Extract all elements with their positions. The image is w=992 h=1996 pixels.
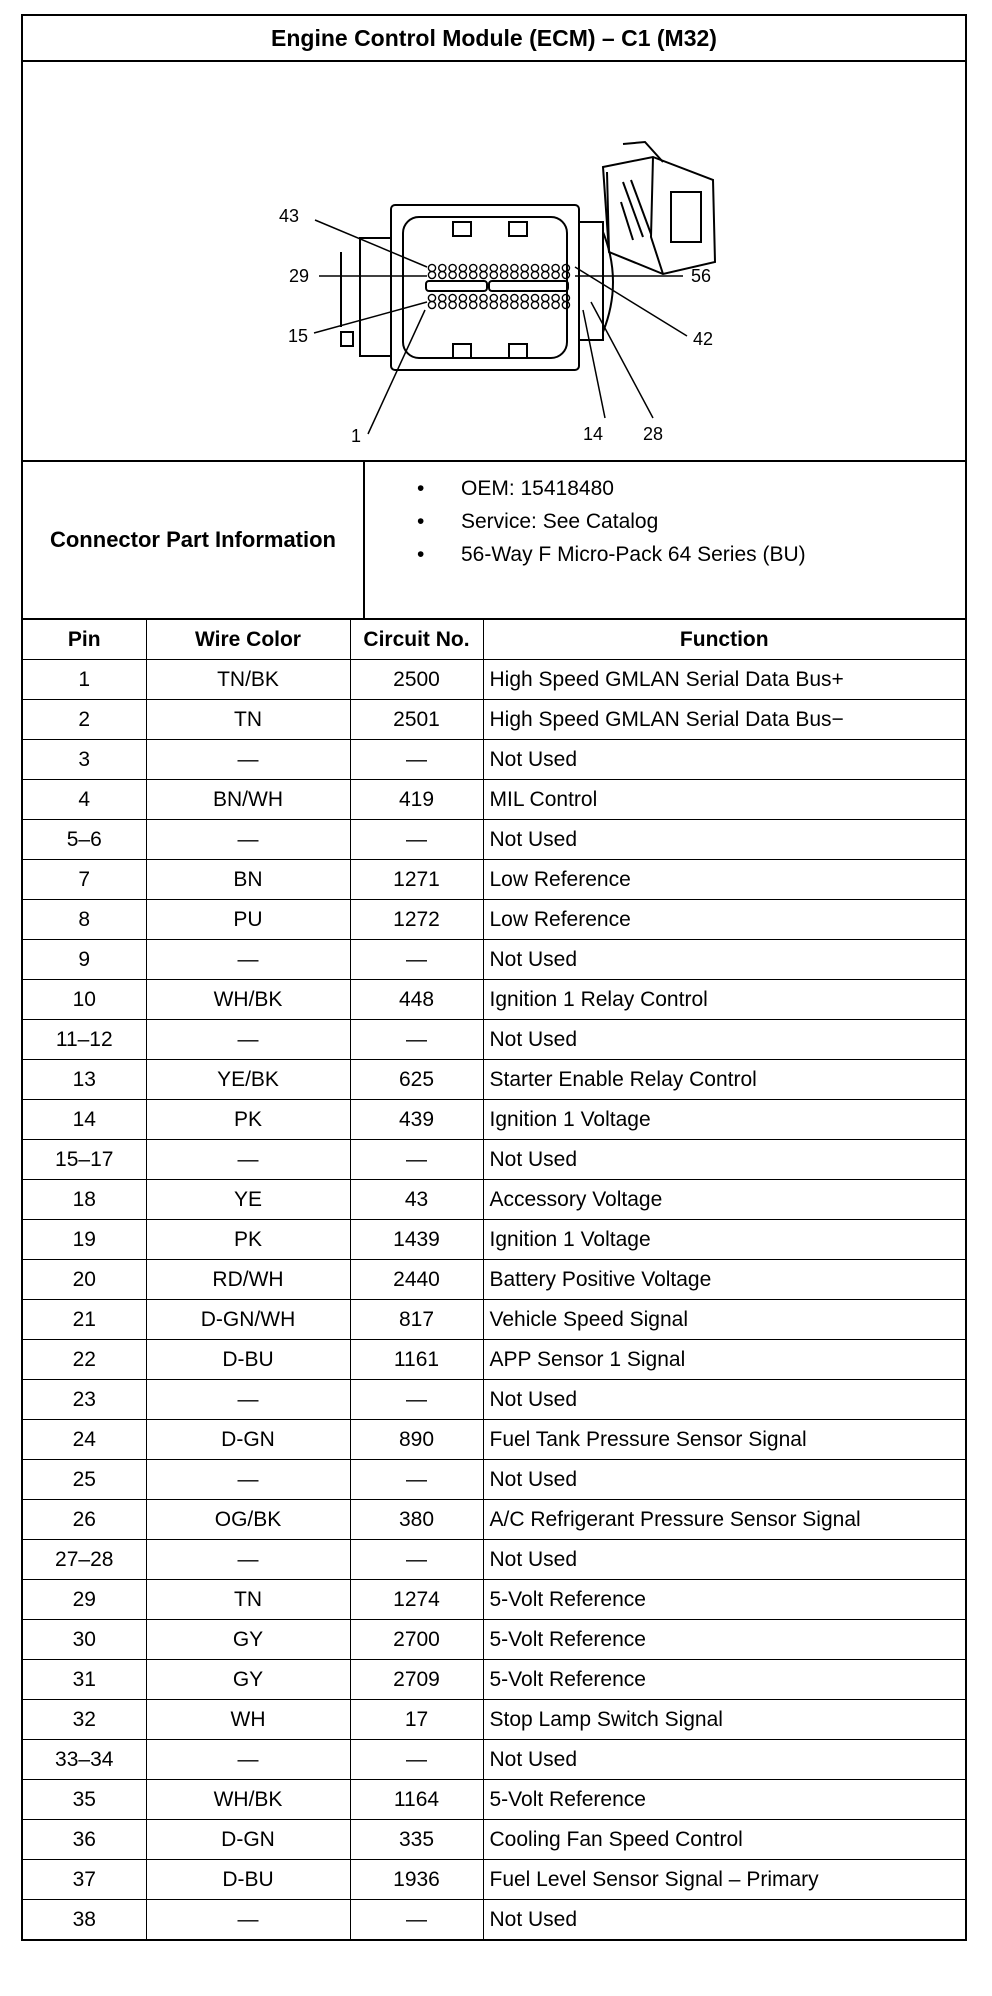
part-info-label: Connector Part Information xyxy=(23,462,365,618)
wire-color-cell: GY xyxy=(146,1660,350,1700)
bottom-lock-left xyxy=(453,344,471,358)
pin-cavity-grid xyxy=(428,264,569,308)
function-cell: Not Used xyxy=(483,1140,965,1180)
circuit-cell: — xyxy=(350,820,483,860)
function-cell: 5-Volt Reference xyxy=(483,1580,965,1620)
connector-housing xyxy=(391,205,579,370)
table-row xyxy=(23,1020,965,1060)
circuit-cell: — xyxy=(350,1380,483,1420)
header-pin: Pin xyxy=(23,620,146,660)
circuit-cell: 1164 xyxy=(350,1780,483,1820)
pin-cell: 33–34 xyxy=(23,1740,146,1780)
pinout-table xyxy=(23,620,965,1939)
wire-color-cell: — xyxy=(146,1740,350,1780)
table-row xyxy=(23,1460,965,1500)
pin-cell: 15–17 xyxy=(23,1140,146,1180)
wire-color-cell: WH xyxy=(146,1700,350,1740)
pin-cell: 35 xyxy=(23,1780,146,1820)
table-row xyxy=(23,1620,965,1660)
function-cell: Vehicle Speed Signal xyxy=(483,1300,965,1340)
pin-cavity xyxy=(459,264,466,271)
function-cell: Battery Positive Voltage xyxy=(483,1260,965,1300)
table-row xyxy=(23,1380,965,1420)
pin-cavity xyxy=(511,264,518,271)
pin-cavity xyxy=(562,301,569,308)
pin-callout-14: 14 xyxy=(582,424,604,444)
pin-cavity xyxy=(521,301,528,308)
pin-cavity xyxy=(439,294,446,301)
pin-cell: 8 xyxy=(23,900,146,940)
circuit-cell: 1272 xyxy=(350,900,483,940)
function-cell: High Speed GMLAN Serial Data Bus+ xyxy=(483,660,965,700)
pin-cavity xyxy=(562,294,569,301)
function-cell: A/C Refrigerant Pressure Sensor Signal xyxy=(483,1500,965,1540)
pin-cavity xyxy=(428,294,435,301)
pin-cavity xyxy=(552,264,559,271)
pin-callout-1: 1 xyxy=(350,426,362,446)
connector-part-information xyxy=(23,462,965,620)
function-cell: Low Reference xyxy=(483,860,965,900)
pin-cell: 4 xyxy=(23,780,146,820)
pin-cavity xyxy=(552,294,559,301)
circuit-cell: — xyxy=(350,1020,483,1060)
page-title: Engine Control Module (ECM) – C1 (M32) xyxy=(23,16,965,62)
table-row xyxy=(23,780,965,820)
function-cell: Ignition 1 Voltage xyxy=(483,1100,965,1140)
wire-color-cell: — xyxy=(146,820,350,860)
header-wire-color: Wire Color xyxy=(146,620,350,660)
circuit-cell: 17 xyxy=(350,1700,483,1740)
pin-cell: 20 xyxy=(23,1260,146,1300)
callout-leaders xyxy=(314,220,687,434)
function-cell: 5-Volt Reference xyxy=(483,1780,965,1820)
circuit-cell: 817 xyxy=(350,1300,483,1340)
pin-cavity xyxy=(531,271,538,278)
wire-color-cell: D-BU xyxy=(146,1340,350,1380)
bottom-lock-right xyxy=(509,344,527,358)
table-row xyxy=(23,1300,965,1340)
circuit-cell: — xyxy=(350,1140,483,1180)
circuit-cell: 1161 xyxy=(350,1340,483,1380)
pin-cavity xyxy=(480,294,487,301)
pin-cavity xyxy=(501,294,508,301)
table-row xyxy=(23,1860,965,1900)
wire-color-cell: — xyxy=(146,1380,350,1420)
function-cell: Stop Lamp Switch Signal xyxy=(483,1700,965,1740)
wire-color-cell: TN/BK xyxy=(146,660,350,700)
pin-cell: 26 xyxy=(23,1500,146,1540)
pin-cavity xyxy=(501,301,508,308)
top-lock-right xyxy=(509,222,527,236)
table-row xyxy=(23,1420,965,1460)
pin-cavity xyxy=(511,271,518,278)
wire-color-cell: — xyxy=(146,1140,350,1180)
table-row xyxy=(23,1540,965,1580)
table-row xyxy=(23,1340,965,1380)
pin-cavity xyxy=(428,301,435,308)
pin-cavity xyxy=(428,264,435,271)
connector-illustration xyxy=(23,62,965,460)
pin-cavity xyxy=(531,301,538,308)
pin-cell: 13 xyxy=(23,1060,146,1100)
table-row xyxy=(23,1100,965,1140)
pin-callout-29: 29 xyxy=(288,266,310,286)
pin-cavity xyxy=(501,264,508,271)
center-key-left xyxy=(426,281,487,291)
housing-mount-square xyxy=(341,332,353,346)
wire-color-cell: — xyxy=(146,1540,350,1580)
wire-color-cell: WH/BK xyxy=(146,1780,350,1820)
table-row xyxy=(23,1140,965,1180)
pin-cell: 2 xyxy=(23,700,146,740)
pin-cavity xyxy=(531,264,538,271)
pin-cavity xyxy=(470,264,477,271)
circuit-cell: 890 xyxy=(350,1420,483,1460)
table-row xyxy=(23,1180,965,1220)
circuit-cell: 335 xyxy=(350,1820,483,1860)
circuit-cell: 1271 xyxy=(350,860,483,900)
connector-diagram xyxy=(23,62,965,462)
pin-cavity xyxy=(449,264,456,271)
circuit-cell: 439 xyxy=(350,1100,483,1140)
table-row xyxy=(23,1700,965,1740)
wire-color-cell: YE/BK xyxy=(146,1060,350,1100)
part-info-list xyxy=(365,462,806,618)
pin-cell: 30 xyxy=(23,1620,146,1660)
wire-color-cell: D-GN xyxy=(146,1420,350,1460)
pin-cavity xyxy=(470,301,477,308)
pin-cavity xyxy=(449,294,456,301)
circuit-cell: — xyxy=(350,1460,483,1500)
pin-cavity xyxy=(511,301,518,308)
wire-color-cell: PU xyxy=(146,900,350,940)
table-row xyxy=(23,980,965,1020)
function-cell: Not Used xyxy=(483,1380,965,1420)
table-row xyxy=(23,700,965,740)
pin-callout-28: 28 xyxy=(642,424,664,444)
part-info-service: • Service: See Catalog xyxy=(461,505,806,538)
pin-cell: 3 xyxy=(23,740,146,780)
table-row xyxy=(23,1780,965,1820)
pin-cavity xyxy=(552,301,559,308)
pin-cell: 27–28 xyxy=(23,1540,146,1580)
housing-right-tab xyxy=(579,222,603,340)
wire-color-cell: D-BU xyxy=(146,1860,350,1900)
wire-color-cell: WH/BK xyxy=(146,980,350,1020)
function-cell: High Speed GMLAN Serial Data Bus− xyxy=(483,700,965,740)
wire-color-cell: YE xyxy=(146,1180,350,1220)
wire-color-cell: — xyxy=(146,740,350,780)
pin-cell: 23 xyxy=(23,1380,146,1420)
circuit-cell: 2500 xyxy=(350,660,483,700)
pin-cell: 31 xyxy=(23,1660,146,1700)
pin-cavity xyxy=(480,271,487,278)
circuit-cell: 419 xyxy=(350,780,483,820)
function-cell: Fuel Level Sensor Signal – Primary xyxy=(483,1860,965,1900)
circuit-cell: — xyxy=(350,740,483,780)
function-cell: Not Used xyxy=(483,820,965,860)
pin-cavity xyxy=(490,264,497,271)
circuit-cell: — xyxy=(350,1900,483,1940)
function-cell: Ignition 1 Voltage xyxy=(483,1220,965,1260)
table-row xyxy=(23,1260,965,1300)
pin-cavity xyxy=(511,294,518,301)
function-cell: Starter Enable Relay Control xyxy=(483,1060,965,1100)
pin-cavity xyxy=(552,271,559,278)
wire-color-cell: OG/BK xyxy=(146,1500,350,1540)
table-header-row xyxy=(23,620,965,660)
pin-cell: 36 xyxy=(23,1820,146,1860)
pin-callout-15: 15 xyxy=(287,326,309,346)
pin-cavity xyxy=(490,294,497,301)
pin-cavity xyxy=(490,271,497,278)
pin-cavity xyxy=(449,301,456,308)
circuit-cell: 2700 xyxy=(350,1620,483,1660)
header-function: Function xyxy=(483,620,965,660)
function-cell: Not Used xyxy=(483,740,965,780)
pin-cavity xyxy=(542,301,549,308)
pin-cavity xyxy=(439,301,446,308)
function-cell: APP Sensor 1 Signal xyxy=(483,1340,965,1380)
pin-cell: 7 xyxy=(23,860,146,900)
pin-cell: 25 xyxy=(23,1460,146,1500)
circuit-cell: 2440 xyxy=(350,1260,483,1300)
part-info-description: • 56-Way F Micro-Pack 64 Series (BU) xyxy=(461,538,806,571)
circuit-cell: 625 xyxy=(350,1060,483,1100)
table-row xyxy=(23,660,965,700)
table-row xyxy=(23,740,965,780)
pin-cell: 37 xyxy=(23,1860,146,1900)
table-row xyxy=(23,1580,965,1620)
circuit-cell: — xyxy=(350,1740,483,1780)
pin-cell: 21 xyxy=(23,1300,146,1340)
pin-cavity xyxy=(501,271,508,278)
pin-cavity xyxy=(562,264,569,271)
pin-cell: 24 xyxy=(23,1420,146,1460)
table-row xyxy=(23,1060,965,1100)
wire-color-cell: — xyxy=(146,1020,350,1060)
function-cell: MIL Control xyxy=(483,780,965,820)
wire-color-cell: TN xyxy=(146,700,350,740)
table-row xyxy=(23,1820,965,1860)
circuit-cell: 1936 xyxy=(350,1860,483,1900)
function-cell: Low Reference xyxy=(483,900,965,940)
pin-cavity xyxy=(542,271,549,278)
table-row xyxy=(23,1740,965,1780)
circuit-cell: 1274 xyxy=(350,1580,483,1620)
pin-cell: 29 xyxy=(23,1580,146,1620)
wire-color-cell: D-GN/WH xyxy=(146,1300,350,1340)
wire-color-cell: BN xyxy=(146,860,350,900)
pin-cavity xyxy=(439,271,446,278)
table-row xyxy=(23,1500,965,1540)
wire-color-cell: PK xyxy=(146,1220,350,1260)
top-lock-left xyxy=(453,222,471,236)
function-cell: Not Used xyxy=(483,1540,965,1580)
pin-cavity xyxy=(542,294,549,301)
wire-color-cell: — xyxy=(146,1900,350,1940)
pin-cavity xyxy=(480,264,487,271)
pin-cavity xyxy=(459,271,466,278)
connector-face xyxy=(403,217,567,358)
table-row xyxy=(23,940,965,980)
pin-cell: 9 xyxy=(23,940,146,980)
wire-color-cell: PK xyxy=(146,1100,350,1140)
table-row xyxy=(23,820,965,860)
pin-cell: 18 xyxy=(23,1180,146,1220)
circuit-cell: 380 xyxy=(350,1500,483,1540)
function-cell: 5-Volt Reference xyxy=(483,1620,965,1660)
pin-cavity xyxy=(470,294,477,301)
function-cell: Accessory Voltage xyxy=(483,1180,965,1220)
wire-color-cell: RD/WH xyxy=(146,1260,350,1300)
connector-document xyxy=(21,14,967,1941)
pin-cavity xyxy=(531,294,538,301)
wire-color-cell: — xyxy=(146,940,350,980)
pin-cell: 14 xyxy=(23,1100,146,1140)
wire-color-cell: — xyxy=(146,1460,350,1500)
pin-callout-42: 42 xyxy=(692,329,714,349)
circuit-cell: 2501 xyxy=(350,700,483,740)
pin-cell: 32 xyxy=(23,1700,146,1740)
circuit-cell: 43 xyxy=(350,1180,483,1220)
wire-color-cell: D-GN xyxy=(146,1820,350,1860)
pin-cavity xyxy=(521,271,528,278)
pin-cavity xyxy=(542,264,549,271)
table-row xyxy=(23,860,965,900)
table-row xyxy=(23,1900,965,1940)
pin-cavity xyxy=(480,301,487,308)
pin-cavity xyxy=(521,294,528,301)
pin-cell: 1 xyxy=(23,660,146,700)
wire-color-cell: BN/WH xyxy=(146,780,350,820)
header-circuit-no: Circuit No. xyxy=(350,620,483,660)
pin-cavity xyxy=(459,294,466,301)
function-cell: Not Used xyxy=(483,940,965,980)
pin-cavity xyxy=(449,271,456,278)
circuit-cell: — xyxy=(350,940,483,980)
circuit-cell: 448 xyxy=(350,980,483,1020)
function-cell: Fuel Tank Pressure Sensor Signal xyxy=(483,1420,965,1460)
function-cell: Not Used xyxy=(483,1900,965,1940)
connector-thumbnail xyxy=(603,142,715,274)
pin-cell: 10 xyxy=(23,980,146,1020)
function-cell: Not Used xyxy=(483,1460,965,1500)
pin-cavity xyxy=(470,271,477,278)
circuit-cell: — xyxy=(350,1540,483,1580)
pin-cavity xyxy=(521,264,528,271)
circuit-cell: 1439 xyxy=(350,1220,483,1260)
pin-cell: 19 xyxy=(23,1220,146,1260)
center-key-right xyxy=(489,281,568,291)
table-row xyxy=(23,1660,965,1700)
pin-callout-56: 56 xyxy=(690,266,712,286)
pin-cell: 22 xyxy=(23,1340,146,1380)
pin-cavity xyxy=(428,271,435,278)
wire-color-cell: TN xyxy=(146,1580,350,1620)
pin-cavity xyxy=(439,264,446,271)
table-row xyxy=(23,900,965,940)
wire-color-cell: GY xyxy=(146,1620,350,1660)
pin-callout-43: 43 xyxy=(278,206,300,226)
circuit-cell: 2709 xyxy=(350,1660,483,1700)
function-cell: Not Used xyxy=(483,1020,965,1060)
table-row xyxy=(23,1220,965,1260)
pin-cavity xyxy=(490,301,497,308)
function-cell: Ignition 1 Relay Control xyxy=(483,980,965,1020)
part-info-oem: • OEM: 15418480 xyxy=(461,472,806,505)
pin-cell: 11–12 xyxy=(23,1020,146,1060)
pin-cavity xyxy=(562,271,569,278)
pin-cell: 5–6 xyxy=(23,820,146,860)
pin-cavity xyxy=(459,301,466,308)
pin-cell: 38 xyxy=(23,1900,146,1940)
housing-left-tab xyxy=(360,238,391,356)
function-cell: Cooling Fan Speed Control xyxy=(483,1820,965,1860)
function-cell: Not Used xyxy=(483,1740,965,1780)
function-cell: 5-Volt Reference xyxy=(483,1660,965,1700)
